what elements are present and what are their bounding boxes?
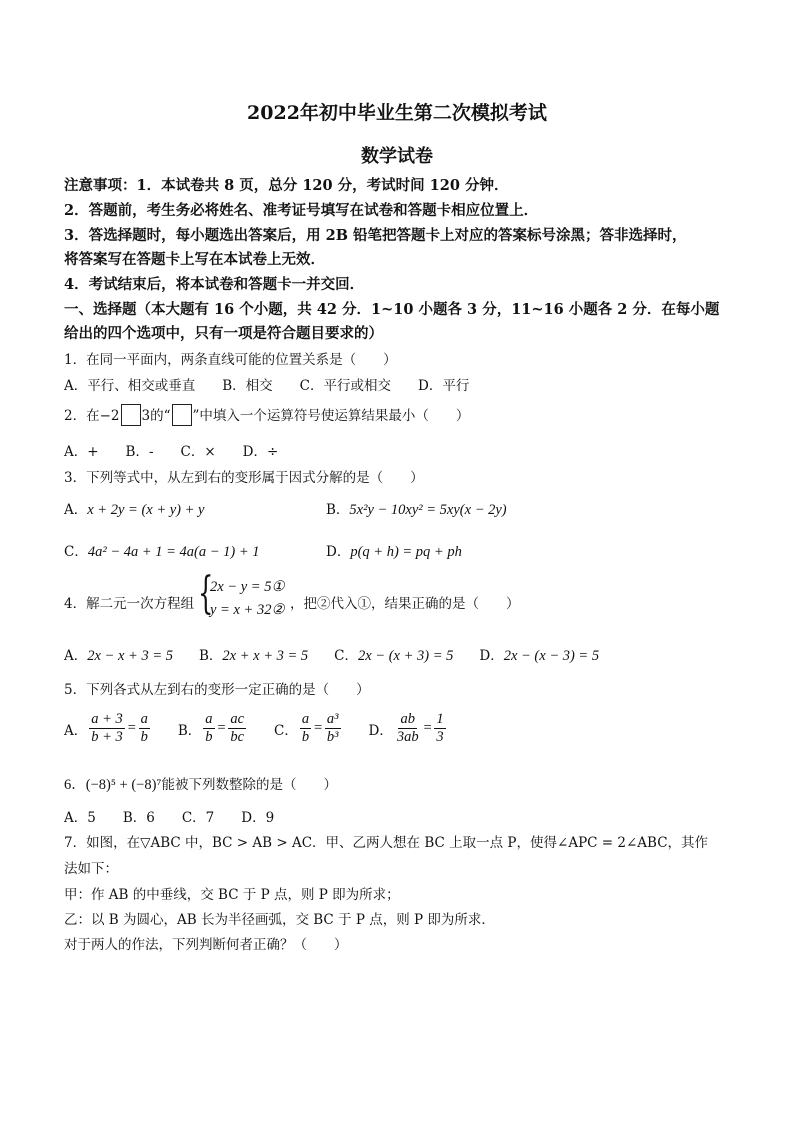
note-1: 注意事项：1．本试卷共 8 页，总分 120 分，考试时间 120 分钟．: [64, 177, 509, 194]
question-7-line2: 法如下：: [64, 861, 118, 877]
question-4-options: [64, 644, 599, 665]
question-1-options: A．平行、相交或垂直 B．相交 C．平行或相交 D．平行: [64, 378, 470, 394]
question-7-line1: 7．如图，在▽ABC 中，BC > AB > AC．甲、乙两人想在 BC 上取一点 P，使得∠APC = 2∠ABC，其作: [64, 835, 709, 851]
question-3-option-c: [64, 540, 260, 561]
question-4-pre: 4．解二元一次方程组: [64, 596, 195, 612]
q5-b-left-fraction: $\frac{a}{b}$: [205, 711, 213, 745]
question-5-stem: 5．下列各式从左到右的变形一定正确的是（ ）: [64, 682, 370, 698]
question-7-line4: 乙：以 B 为圆心，AB 长为半径画弧，交 BC 于 P 点，则 P 即为所求．: [64, 912, 495, 928]
q4-b-label: B．: [198, 648, 223, 664]
q5-c-left-fraction: $\frac{a}{b}$: [301, 711, 310, 745]
equation-2: y = x + 32②: [210, 602, 285, 618]
note-2: 2．答题前，考生务必将姓名、准考证号填写在试卷和答题卡相应位置上．: [64, 202, 539, 219]
question-6-options: A．5 B．6 C．7 D．9: [64, 810, 275, 826]
question-3-option-d: [326, 540, 462, 561]
blank-box: [121, 404, 141, 426]
equation-brace: {: [198, 568, 214, 619]
q5-a-left-fraction: $\frac{a + 3}{b + 3}$: [91, 711, 123, 745]
q4-a-math: 2x − x + 3 = 5: [87, 648, 173, 664]
q3-b-math: 5x²y − 10xy² = 5xy(x − 2y): [349, 502, 507, 518]
question-3-option-a: [64, 498, 204, 519]
q5-c-right-fraction: $\frac{\text{a³}}{\text{b³}}$: [326, 711, 339, 745]
q3-d-label: D．: [326, 544, 351, 560]
q5-d-label: D．: [368, 722, 393, 739]
section-heading-line1: 一、选择题（本大题有 16 个小题，共 42 分．1~10 小题各 3 分，11~16 小题各 2 分．在每小题: [64, 301, 720, 318]
question-6-stem: [64, 773, 337, 794]
q5-d-right-fraction: $\frac{1}{3}$: [436, 711, 444, 745]
question-2-options: A．+ B．- C．× D．÷: [64, 444, 279, 460]
q3-c-label: C．: [64, 544, 88, 560]
q2-post: ”中填入一个运算符号使运算结果最小（ ）: [192, 408, 470, 424]
q5-d-left-fraction: $\frac{ab}{3ab}$: [396, 711, 419, 745]
question-2-stem: [64, 404, 469, 426]
q6-post: 能被下列数整除的是（ ）: [161, 777, 337, 793]
note-4: 4．考试结束后，将本试卷和答题卡一并交回．: [64, 276, 365, 293]
q5-b-right-fraction: $\frac{ac}{bc}$: [230, 711, 244, 745]
note-3-cont: 将答案写在答题卡上写在本试卷上无效．: [64, 251, 325, 268]
question-3-option-b: [326, 498, 507, 519]
q2-a: −2: [99, 408, 120, 424]
q5-a-right-fraction: $\frac{a}{b}$: [140, 711, 148, 745]
q5-c-label: C．: [274, 722, 298, 739]
q4-c-label: C．: [334, 648, 358, 664]
question-3-stem: 3．下列等式中，从左到右的变形属于因式分解的是（ ）: [64, 470, 424, 486]
q2-pre: 2．在: [64, 408, 100, 424]
q3-a-math: x + 2y = (x + y) + y: [87, 502, 205, 518]
question-7-line3: 甲：作 AB 的中垂线，交 BC 于 P 点，则 P 即为所求；: [64, 887, 400, 903]
q4-a-label: A．: [64, 648, 88, 664]
exam-subtitle: 数学试卷: [361, 146, 433, 167]
q3-d-math: p(q + h) = pq + ph: [350, 544, 462, 560]
blank-box-sample: [172, 404, 192, 426]
q6-math: 6．(−8)⁵ + (−8)⁷: [64, 777, 162, 793]
equation-1: 2x − y = 5①: [210, 579, 285, 595]
q2-b: 3: [141, 408, 151, 424]
q4-d-label: D．: [479, 648, 504, 664]
q4-b-math: 2x + x + 3 = 5: [222, 648, 309, 664]
q2-mid: 的“: [150, 408, 171, 424]
question-4-post: ，把②代入①，结果正确的是（ ）: [290, 596, 520, 612]
q4-d-math: 2x − (x − 3) = 5: [503, 648, 600, 664]
question-5-options: A． $\frac{a + 3}{b + 3}$ = $\frac{a}{b}$ B． $\frac{a}{b}$ = $\frac{ac}{bc}$ C． $\frac{a}{b}$ = $\frac{\text{a³}}{\text{b³}}$ D． $\frac{ab}{3ab}$ = $\frac{1}{3}$: [64, 711, 444, 745]
question-1-stem: 1．在同一平面内，两条直线可能的位置关系是（ ）: [64, 352, 397, 368]
q3-c-math: 4a² − 4a + 1 = 4a(a − 1) + 1: [87, 544, 260, 560]
question-7-line5: 对于两人的作法，下列判断何者正确？（ ）: [64, 937, 348, 953]
note-3: 3．答选择题时，每小题选出答案后，用 2B 铅笔把答题卡上对应的答案标号涂黑；答非选择时，: [64, 227, 687, 244]
q5-a-label: A．: [64, 722, 88, 739]
q5-b-label: B．: [177, 722, 202, 739]
exam-title: 2022年初中毕业生第二次模拟考试: [247, 102, 547, 124]
q4-c-math: 2x − (x + 3) = 5: [357, 648, 454, 664]
q3-a-label: A．: [64, 502, 88, 518]
q3-b-label: B．: [326, 502, 350, 518]
section-heading-line2: 给出的四个选项中，只有一项是符合题目要求的）: [64, 325, 383, 342]
